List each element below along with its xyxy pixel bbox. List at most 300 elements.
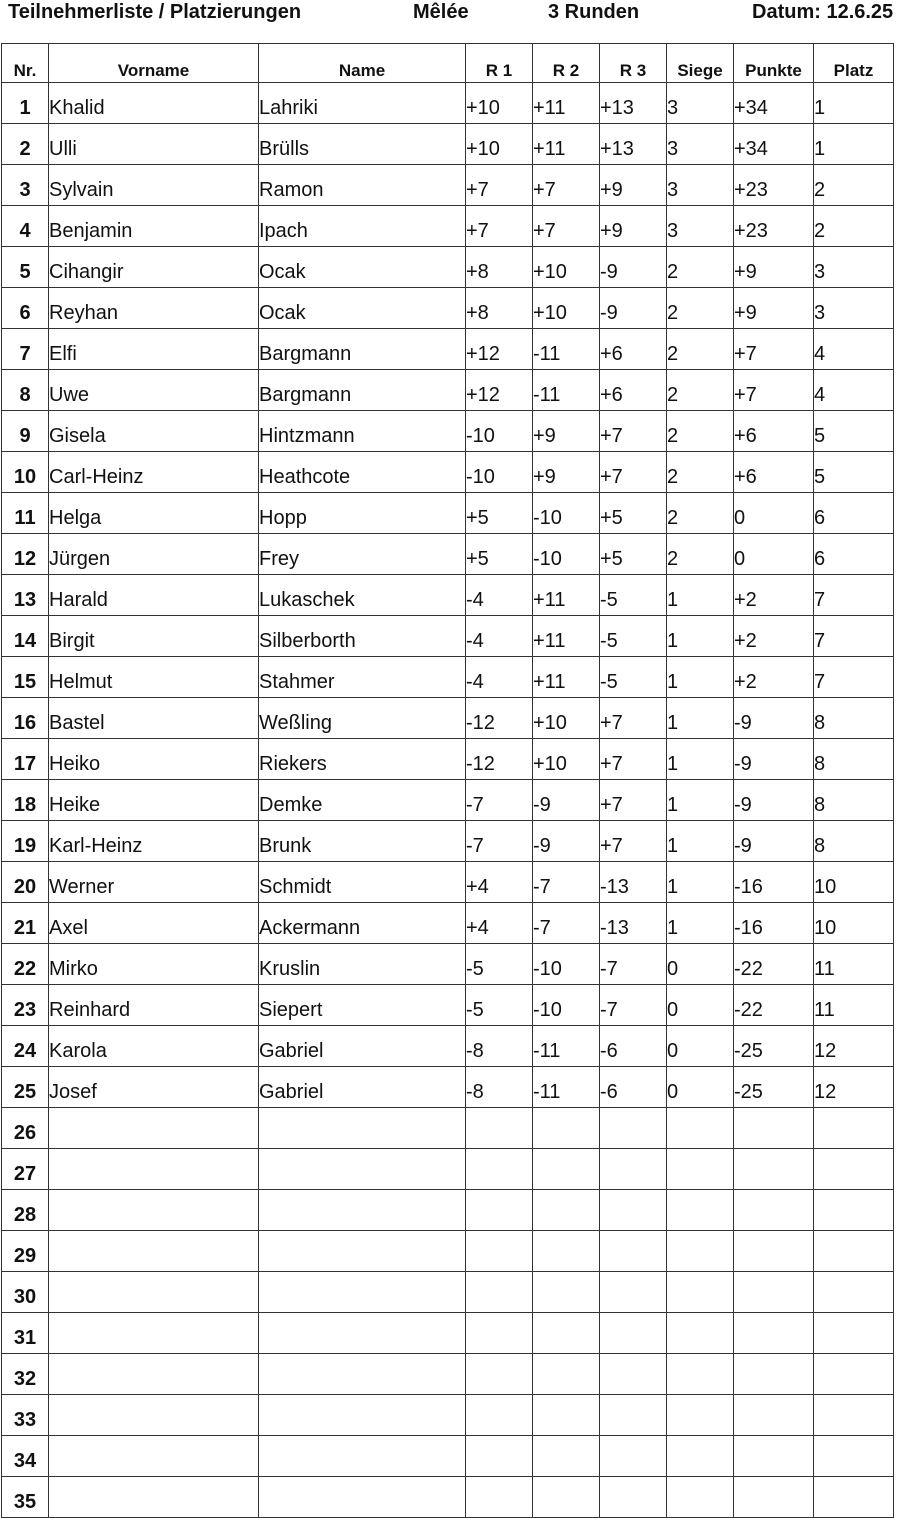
- cell-punkte: -9: [734, 821, 814, 862]
- table-row: [2, 1354, 894, 1395]
- cell-platz: 12: [814, 1067, 894, 1108]
- cell-punkte: -25: [734, 1026, 814, 1067]
- cell-r2: [533, 1436, 600, 1477]
- cell-r2: [533, 1149, 600, 1190]
- participant-table: [1, 43, 894, 1518]
- cell-siege: 3: [667, 165, 734, 206]
- cell-r3: [600, 1477, 667, 1518]
- cell-nr: 8: [2, 370, 49, 411]
- cell-name: Bargmann: [259, 370, 466, 411]
- cell-platz: 8: [814, 698, 894, 739]
- cell-r1: -12: [466, 698, 533, 739]
- column-header-siege: Siege: [667, 44, 734, 83]
- cell-r1: +8: [466, 247, 533, 288]
- cell-r3: -6: [600, 1067, 667, 1108]
- cell-r2: [533, 1313, 600, 1354]
- table-row: [2, 1108, 894, 1149]
- cell-r2: [533, 1477, 600, 1518]
- cell-platz: 10: [814, 862, 894, 903]
- cell-punkte: +7: [734, 329, 814, 370]
- cell-r1: [466, 1231, 533, 1272]
- cell-nr: 32: [2, 1354, 49, 1395]
- cell-r2: [533, 1272, 600, 1313]
- cell-vorname: Bastel: [49, 698, 259, 739]
- cell-r2: +10: [533, 698, 600, 739]
- cell-platz: 11: [814, 944, 894, 985]
- cell-punkte: [734, 1395, 814, 1436]
- cell-r3: [600, 1313, 667, 1354]
- cell-punkte: [734, 1477, 814, 1518]
- cell-punkte: +2: [734, 616, 814, 657]
- table-row: [2, 370, 894, 411]
- cell-r1: [466, 1395, 533, 1436]
- table-row: [2, 1477, 894, 1518]
- cell-r2: -7: [533, 862, 600, 903]
- cell-vorname: Jürgen: [49, 534, 259, 575]
- cell-r2: +7: [533, 165, 600, 206]
- cell-r1: +10: [466, 124, 533, 165]
- table-row: [2, 657, 894, 698]
- cell-name: Gabriel: [259, 1026, 466, 1067]
- cell-siege: 1: [667, 903, 734, 944]
- cell-platz: 3: [814, 247, 894, 288]
- cell-vorname: [49, 1477, 259, 1518]
- cell-siege: [667, 1395, 734, 1436]
- cell-r3: -5: [600, 657, 667, 698]
- cell-r1: -8: [466, 1026, 533, 1067]
- cell-r2: [533, 1354, 600, 1395]
- cell-name: Riekers: [259, 739, 466, 780]
- cell-siege: 3: [667, 206, 734, 247]
- cell-vorname: [49, 1354, 259, 1395]
- cell-r3: +9: [600, 165, 667, 206]
- page-header: [0, 0, 910, 40]
- cell-r3: -7: [600, 985, 667, 1026]
- cell-r2: -9: [533, 780, 600, 821]
- cell-r3: -5: [600, 616, 667, 657]
- cell-siege: 2: [667, 534, 734, 575]
- table-row: [2, 247, 894, 288]
- cell-name: [259, 1149, 466, 1190]
- cell-vorname: [49, 1272, 259, 1313]
- cell-punkte: -9: [734, 739, 814, 780]
- cell-platz: 1: [814, 83, 894, 124]
- cell-name: [259, 1190, 466, 1231]
- cell-nr: 3: [2, 165, 49, 206]
- cell-punkte: 0: [734, 534, 814, 575]
- cell-r2: -10: [533, 985, 600, 1026]
- cell-punkte: -9: [734, 698, 814, 739]
- cell-r2: +11: [533, 124, 600, 165]
- cell-r2: +10: [533, 247, 600, 288]
- cell-r2: -10: [533, 493, 600, 534]
- cell-siege: 1: [667, 862, 734, 903]
- cell-platz: [814, 1395, 894, 1436]
- cell-r1: +7: [466, 206, 533, 247]
- column-header-r1: R 1: [466, 44, 533, 83]
- cell-siege: 1: [667, 575, 734, 616]
- cell-platz: [814, 1272, 894, 1313]
- cell-nr: 1: [2, 83, 49, 124]
- cell-r2: +10: [533, 739, 600, 780]
- cell-punkte: +23: [734, 206, 814, 247]
- cell-r2: +9: [533, 452, 600, 493]
- cell-siege: 2: [667, 329, 734, 370]
- cell-platz: [814, 1231, 894, 1272]
- cell-vorname: Birgit: [49, 616, 259, 657]
- cell-name: Lahriki: [259, 83, 466, 124]
- cell-r1: +8: [466, 288, 533, 329]
- cell-name: [259, 1395, 466, 1436]
- cell-platz: 12: [814, 1026, 894, 1067]
- cell-r2: -10: [533, 534, 600, 575]
- cell-nr: 31: [2, 1313, 49, 1354]
- cell-punkte: +34: [734, 83, 814, 124]
- column-header-nr: Nr.: [2, 44, 49, 83]
- cell-nr: 27: [2, 1149, 49, 1190]
- cell-r2: -9: [533, 821, 600, 862]
- cell-nr: 16: [2, 698, 49, 739]
- cell-r3: [600, 1354, 667, 1395]
- cell-platz: 8: [814, 780, 894, 821]
- cell-r2: [533, 1395, 600, 1436]
- cell-siege: [667, 1313, 734, 1354]
- table-row: [2, 616, 894, 657]
- cell-nr: 25: [2, 1067, 49, 1108]
- cell-siege: 0: [667, 1026, 734, 1067]
- column-header-r2: R 2: [533, 44, 600, 83]
- cell-siege: 2: [667, 493, 734, 534]
- cell-vorname: Karola: [49, 1026, 259, 1067]
- cell-platz: [814, 1477, 894, 1518]
- cell-r1: -12: [466, 739, 533, 780]
- cell-punkte: 0: [734, 493, 814, 534]
- cell-vorname: Sylvain: [49, 165, 259, 206]
- cell-r3: [600, 1149, 667, 1190]
- cell-r3: [600, 1395, 667, 1436]
- table-row: [2, 739, 894, 780]
- cell-siege: [667, 1231, 734, 1272]
- cell-nr: 34: [2, 1436, 49, 1477]
- cell-name: Ramon: [259, 165, 466, 206]
- cell-name: Ocak: [259, 247, 466, 288]
- cell-nr: 22: [2, 944, 49, 985]
- cell-r3: +7: [600, 739, 667, 780]
- cell-r2: +9: [533, 411, 600, 452]
- cell-punkte: +2: [734, 657, 814, 698]
- cell-nr: 6: [2, 288, 49, 329]
- cell-nr: 9: [2, 411, 49, 452]
- table-row: [2, 903, 894, 944]
- cell-vorname: [49, 1436, 259, 1477]
- table-row: [2, 83, 894, 124]
- cell-platz: 2: [814, 165, 894, 206]
- table-row: [2, 124, 894, 165]
- cell-name: Brunk: [259, 821, 466, 862]
- cell-r3: [600, 1190, 667, 1231]
- cell-vorname: Heiko: [49, 739, 259, 780]
- cell-r2: [533, 1190, 600, 1231]
- cell-r1: +7: [466, 165, 533, 206]
- cell-r1: -7: [466, 821, 533, 862]
- cell-punkte: -25: [734, 1067, 814, 1108]
- cell-vorname: Uwe: [49, 370, 259, 411]
- cell-r1: +12: [466, 329, 533, 370]
- cell-siege: 1: [667, 739, 734, 780]
- cell-siege: [667, 1149, 734, 1190]
- cell-nr: 21: [2, 903, 49, 944]
- cell-nr: 19: [2, 821, 49, 862]
- cell-name: Brülls: [259, 124, 466, 165]
- cell-r1: [466, 1190, 533, 1231]
- cell-name: Weßling: [259, 698, 466, 739]
- cell-siege: 0: [667, 985, 734, 1026]
- cell-siege: [667, 1190, 734, 1231]
- cell-r2: -11: [533, 329, 600, 370]
- table-row: [2, 493, 894, 534]
- cell-r2: +10: [533, 288, 600, 329]
- cell-punkte: +2: [734, 575, 814, 616]
- cell-vorname: Mirko: [49, 944, 259, 985]
- cell-name: Silberborth: [259, 616, 466, 657]
- cell-nr: 5: [2, 247, 49, 288]
- cell-siege: 2: [667, 247, 734, 288]
- cell-siege: [667, 1272, 734, 1313]
- cell-platz: 7: [814, 616, 894, 657]
- cell-nr: 15: [2, 657, 49, 698]
- cell-siege: 1: [667, 698, 734, 739]
- cell-siege: 2: [667, 370, 734, 411]
- cell-vorname: Werner: [49, 862, 259, 903]
- cell-name: Stahmer: [259, 657, 466, 698]
- table-body: [2, 83, 894, 1518]
- cell-punkte: +23: [734, 165, 814, 206]
- cell-r3: +5: [600, 493, 667, 534]
- cell-name: [259, 1231, 466, 1272]
- table-row: [2, 452, 894, 493]
- column-header-vorname: Vorname: [49, 44, 259, 83]
- cell-nr: 7: [2, 329, 49, 370]
- cell-r3: -13: [600, 903, 667, 944]
- cell-punkte: +6: [734, 411, 814, 452]
- table-row: [2, 821, 894, 862]
- table-row: [2, 1231, 894, 1272]
- cell-vorname: Reinhard: [49, 985, 259, 1026]
- table-row: [2, 1313, 894, 1354]
- cell-r1: [466, 1108, 533, 1149]
- cell-siege: [667, 1436, 734, 1477]
- table-row: [2, 206, 894, 247]
- cell-r1: +4: [466, 862, 533, 903]
- table-row: [2, 985, 894, 1026]
- table-row: [2, 1436, 894, 1477]
- cell-nr: 10: [2, 452, 49, 493]
- cell-name: Hintzmann: [259, 411, 466, 452]
- cell-vorname: [49, 1190, 259, 1231]
- cell-punkte: [734, 1436, 814, 1477]
- cell-nr: 35: [2, 1477, 49, 1518]
- cell-vorname: Helga: [49, 493, 259, 534]
- cell-punkte: -9: [734, 780, 814, 821]
- cell-siege: [667, 1477, 734, 1518]
- table-row: [2, 1272, 894, 1313]
- cell-platz: [814, 1436, 894, 1477]
- cell-r1: [466, 1272, 533, 1313]
- cell-r1: -10: [466, 452, 533, 493]
- cell-r3: +7: [600, 821, 667, 862]
- column-header-r3: R 3: [600, 44, 667, 83]
- cell-nr: 13: [2, 575, 49, 616]
- cell-platz: 10: [814, 903, 894, 944]
- cell-r3: +7: [600, 452, 667, 493]
- cell-name: [259, 1272, 466, 1313]
- cell-punkte: [734, 1190, 814, 1231]
- cell-r1: +10: [466, 83, 533, 124]
- cell-vorname: Harald: [49, 575, 259, 616]
- cell-r3: [600, 1436, 667, 1477]
- cell-punkte: [734, 1231, 814, 1272]
- cell-r1: +5: [466, 493, 533, 534]
- cell-punkte: [734, 1354, 814, 1395]
- cell-r2: -11: [533, 1026, 600, 1067]
- cell-name: [259, 1313, 466, 1354]
- cell-vorname: [49, 1395, 259, 1436]
- cell-name: [259, 1436, 466, 1477]
- cell-punkte: +34: [734, 124, 814, 165]
- column-header-platz: Platz: [814, 44, 894, 83]
- cell-nr: 30: [2, 1272, 49, 1313]
- cell-vorname: [49, 1108, 259, 1149]
- cell-siege: 0: [667, 1067, 734, 1108]
- cell-siege: 1: [667, 657, 734, 698]
- cell-r3: -13: [600, 862, 667, 903]
- cell-r1: -7: [466, 780, 533, 821]
- cell-nr: 12: [2, 534, 49, 575]
- cell-vorname: Gisela: [49, 411, 259, 452]
- cell-r3: -5: [600, 575, 667, 616]
- table-row: [2, 329, 894, 370]
- cell-platz: [814, 1190, 894, 1231]
- table-row: [2, 165, 894, 206]
- cell-name: Demke: [259, 780, 466, 821]
- cell-vorname: Cihangir: [49, 247, 259, 288]
- cell-nr: 26: [2, 1108, 49, 1149]
- cell-r2: -11: [533, 1067, 600, 1108]
- cell-vorname: Carl-Heinz: [49, 452, 259, 493]
- cell-nr: 33: [2, 1395, 49, 1436]
- cell-r1: [466, 1436, 533, 1477]
- cell-r1: -4: [466, 657, 533, 698]
- cell-platz: 7: [814, 575, 894, 616]
- table-row: [2, 944, 894, 985]
- cell-siege: [667, 1354, 734, 1395]
- cell-platz: 7: [814, 657, 894, 698]
- cell-platz: 11: [814, 985, 894, 1026]
- table-row: [2, 862, 894, 903]
- cell-r2: +11: [533, 616, 600, 657]
- cell-r1: -8: [466, 1067, 533, 1108]
- cell-r3: -7: [600, 944, 667, 985]
- cell-name: [259, 1354, 466, 1395]
- table-row: [2, 1026, 894, 1067]
- cell-punkte: +9: [734, 247, 814, 288]
- cell-r2: -7: [533, 903, 600, 944]
- cell-r1: [466, 1354, 533, 1395]
- table-row: [2, 1067, 894, 1108]
- cell-name: Ocak: [259, 288, 466, 329]
- cell-vorname: Reyhan: [49, 288, 259, 329]
- cell-siege: 2: [667, 288, 734, 329]
- cell-r1: [466, 1313, 533, 1354]
- cell-name: Lukaschek: [259, 575, 466, 616]
- cell-name: [259, 1477, 466, 1518]
- cell-r3: +7: [600, 411, 667, 452]
- cell-name: Kruslin: [259, 944, 466, 985]
- cell-nr: 24: [2, 1026, 49, 1067]
- cell-r3: [600, 1108, 667, 1149]
- cell-name: Ipach: [259, 206, 466, 247]
- cell-r3: -6: [600, 1026, 667, 1067]
- cell-name: [259, 1108, 466, 1149]
- cell-siege: 0: [667, 944, 734, 985]
- cell-platz: 5: [814, 452, 894, 493]
- event-date: Datum: 12.6.25: [752, 1, 894, 23]
- cell-r1: [466, 1149, 533, 1190]
- cell-r1: -10: [466, 411, 533, 452]
- cell-punkte: -22: [734, 985, 814, 1026]
- cell-vorname: Helmut: [49, 657, 259, 698]
- cell-r3: +9: [600, 206, 667, 247]
- cell-platz: 4: [814, 370, 894, 411]
- cell-r3: [600, 1272, 667, 1313]
- round-count: 3 Runden: [548, 1, 640, 23]
- cell-siege: 1: [667, 616, 734, 657]
- cell-platz: 8: [814, 739, 894, 780]
- cell-siege: 3: [667, 124, 734, 165]
- cell-r1: +4: [466, 903, 533, 944]
- cell-platz: [814, 1313, 894, 1354]
- cell-nr: 18: [2, 780, 49, 821]
- cell-nr: 11: [2, 493, 49, 534]
- cell-platz: 1: [814, 124, 894, 165]
- cell-r2: +11: [533, 575, 600, 616]
- cell-name: Frey: [259, 534, 466, 575]
- table-row: [2, 575, 894, 616]
- cell-r2: +11: [533, 657, 600, 698]
- cell-vorname: [49, 1149, 259, 1190]
- cell-nr: 23: [2, 985, 49, 1026]
- cell-name: Bargmann: [259, 329, 466, 370]
- cell-r2: +11: [533, 83, 600, 124]
- table-row: [2, 1149, 894, 1190]
- cell-r1: -5: [466, 944, 533, 985]
- cell-platz: [814, 1108, 894, 1149]
- cell-siege: 1: [667, 821, 734, 862]
- page-title: Teilnehmerliste / Platzierungen: [8, 1, 302, 23]
- cell-punkte: -16: [734, 903, 814, 944]
- cell-platz: 6: [814, 534, 894, 575]
- cell-platz: [814, 1354, 894, 1395]
- cell-vorname: Josef: [49, 1067, 259, 1108]
- cell-punkte: [734, 1108, 814, 1149]
- cell-siege: 2: [667, 452, 734, 493]
- cell-r3: -9: [600, 247, 667, 288]
- cell-r1: [466, 1477, 533, 1518]
- cell-r3: -9: [600, 288, 667, 329]
- cell-platz: 3: [814, 288, 894, 329]
- cell-name: Gabriel: [259, 1067, 466, 1108]
- cell-platz: 4: [814, 329, 894, 370]
